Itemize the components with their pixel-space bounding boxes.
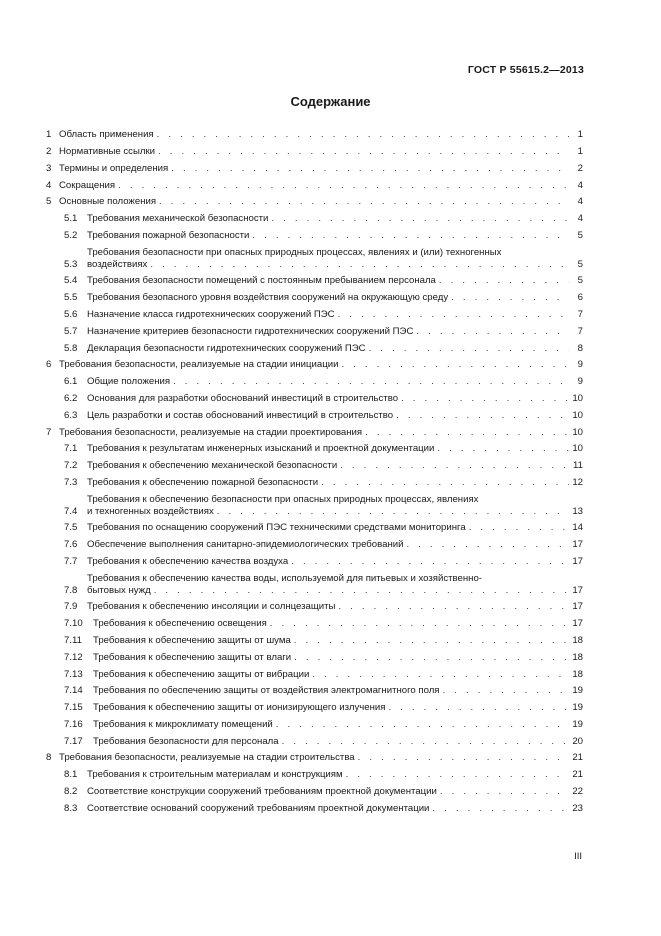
toc-entry-page: 23 — [572, 802, 583, 814]
toc-entry-title: Требования безопасности помещений с постоянным пребыванием персонала — [87, 275, 436, 287]
toc-entry-title-continued: бытовых нужд — [87, 584, 151, 596]
toc-entry-page: 19 — [572, 718, 583, 730]
toc-entry-page: 4 — [577, 196, 583, 208]
toc-entry-number: 6.2 — [64, 392, 78, 404]
toc-entry-title: Цель разработки и состав обоснований инвестиций в строительство — [87, 409, 394, 421]
toc-entry[interactable] — [46, 141, 583, 158]
toc-entry-page: 5 — [577, 258, 583, 270]
toc-entry-number: 7.14 — [64, 685, 83, 697]
toc-entry[interactable] — [46, 663, 583, 680]
toc-entry-number: 5.3 — [64, 258, 78, 270]
toc-entry[interactable] — [46, 613, 583, 630]
toc-entry-page: 1 — [577, 129, 583, 141]
toc-entry-page: 9 — [577, 376, 583, 388]
toc-entry[interactable] — [46, 630, 583, 647]
toc-entry[interactable] — [46, 242, 583, 271]
toc-entry-number: 8.2 — [64, 786, 78, 798]
dot-leader — [312, 669, 569, 681]
toc-entry-page: 19 — [572, 685, 583, 697]
toc-entry[interactable] — [46, 714, 583, 731]
toc-entry-number: 7.7 — [64, 555, 78, 567]
toc-entry-title: Требования к обеспечению пожарной безопасности — [87, 476, 319, 488]
toc-entry-title: Требования безопасности, реализуемые на стадии строительства — [59, 752, 355, 764]
toc-entry-title: Назначение класса гидротехнических сооружений ПЭС — [87, 308, 335, 320]
toc-entry[interactable] — [46, 489, 583, 518]
toc-entry-title: Требования безопасного уровня воздействия сооружений на окружающую среду — [87, 292, 449, 304]
toc-entry[interactable] — [46, 287, 583, 304]
toc-entry-page: 14 — [572, 522, 583, 534]
toc-entry[interactable] — [46, 158, 583, 175]
toc-entry[interactable] — [46, 174, 583, 191]
dot-leader — [154, 585, 569, 597]
dot-leader — [338, 601, 569, 613]
dot-leader — [416, 326, 569, 338]
toc-entry[interactable] — [46, 321, 583, 338]
toc-entry-number: 7.6 — [64, 539, 78, 551]
toc-entry-title: Требования к обеспечению инсоляции и солнцезащиты — [87, 601, 336, 613]
toc-entry-number: 7.10 — [64, 618, 83, 630]
toc-entry-number: 7.3 — [64, 476, 78, 488]
toc-entry-number: 6.1 — [64, 376, 78, 388]
toc-entry-number: 5.7 — [64, 325, 78, 337]
toc-entry-title: Требования к обеспечению качества воздуха — [87, 555, 289, 567]
dot-leader — [396, 410, 569, 422]
toc-entry[interactable] — [46, 517, 583, 534]
toc-entry-page: 4 — [577, 179, 583, 191]
toc-entry-number: 7 — [46, 426, 52, 438]
toc-entry-title: Требования безопасности, реализуемые на стадии инициации — [59, 359, 339, 371]
toc-entry-page: 17 — [572, 618, 583, 630]
toc-entry-number: 5.4 — [64, 275, 78, 287]
toc-entry-page: 10 — [572, 392, 583, 404]
toc-entry-number: 7.1 — [64, 443, 78, 455]
toc-entry-page: 19 — [572, 702, 583, 714]
toc-entry-page: 10 — [572, 409, 583, 421]
toc-entry-page: 21 — [572, 752, 583, 764]
dot-leader — [276, 719, 569, 731]
toc-entry-page: 18 — [572, 668, 583, 680]
dot-leader — [358, 752, 569, 764]
toc-entry-number: 7.13 — [64, 668, 83, 680]
toc-entry-title: Требования к результатам инженерных изысканий и проектной документации — [87, 443, 435, 455]
dot-leader — [118, 180, 569, 192]
toc-entry-number: 7.12 — [64, 651, 83, 663]
dot-leader — [469, 522, 569, 534]
dot-leader — [365, 427, 569, 439]
dot-leader — [291, 556, 569, 568]
toc-entry[interactable] — [46, 764, 583, 781]
toc-entry-page: 17 — [572, 601, 583, 613]
toc-entry-number: 5.1 — [64, 213, 78, 225]
toc-entry-title: Требования к обеспечению механической безопасности — [87, 460, 338, 472]
toc-entry[interactable] — [46, 455, 583, 472]
toc-entry[interactable] — [46, 534, 583, 551]
toc-entry[interactable] — [46, 438, 583, 455]
toc-entry-title: Требования к обеспечению безопасности при опасных природных процессах, явлениях — [87, 493, 479, 505]
toc-entry-page: 10 — [572, 443, 583, 455]
page-folio: III — [574, 851, 582, 862]
toc-entry[interactable] — [46, 371, 583, 388]
toc-entry[interactable] — [46, 354, 583, 371]
toc-entry[interactable] — [46, 568, 583, 597]
toc-entry-page: 18 — [572, 651, 583, 663]
toc-entry-title: Область применения — [59, 129, 154, 141]
toc-entry-page: 17 — [572, 555, 583, 567]
dot-leader — [294, 652, 569, 664]
toc-entry-title: Сокращения — [59, 179, 116, 191]
toc-entry-title: Назначение критериев безопасности гидротехнических сооружений ПЭС — [87, 325, 414, 337]
toc-entry-number: 5.6 — [64, 308, 78, 320]
toc-entry-title: Требования механической безопасности — [87, 213, 269, 225]
toc-entry-number: 7.17 — [64, 735, 83, 747]
standard-designation: ГОСТ Р 55615.2—2013 — [467, 64, 584, 76]
toc-entry-title: Общие положения — [87, 376, 171, 388]
toc-entry-number: 1 — [46, 129, 52, 141]
toc-entry-page: 9 — [577, 359, 583, 371]
toc-entry-number: 5.8 — [64, 342, 78, 354]
toc-entry[interactable] — [46, 421, 583, 438]
dot-leader — [294, 635, 569, 647]
dot-leader — [282, 736, 569, 748]
dot-leader — [346, 769, 569, 781]
dot-leader — [171, 163, 569, 175]
toc-entry-title: Соответствие конструкции сооружений требованиям проектной документации — [87, 786, 437, 798]
toc-entry[interactable] — [46, 191, 583, 208]
toc-entry-number: 7.15 — [64, 702, 83, 714]
toc-entry-title: Требования безопасности для персонала — [93, 735, 279, 747]
toc-entry-title: Требования по оснащению сооружений ПЭС техническими средствами мониторинга — [87, 522, 466, 534]
toc-entry-title: Требования безопасности, реализуемые на стадии проектирования — [59, 426, 363, 438]
toc-entry-number: 3 — [46, 162, 52, 174]
toc-entry-page: 7 — [577, 325, 583, 337]
toc-entry-page: 12 — [572, 476, 583, 488]
toc-entry[interactable] — [46, 304, 583, 321]
toc-entry-page: 22 — [572, 786, 583, 798]
toc-entry-title: Требования к микроклимату помещений — [93, 718, 273, 730]
dot-leader — [321, 477, 569, 489]
toc-entry-title-continued: воздействиях — [87, 258, 148, 270]
toc-entry-number: 7.16 — [64, 718, 83, 730]
dot-leader — [338, 309, 569, 321]
toc-entry[interactable] — [46, 697, 583, 714]
toc-entry-title: Требования к обеспечению качества воды, используемой для питьевых и хозяйственно- — [87, 572, 482, 584]
dot-leader — [271, 213, 569, 225]
toc-entry-title: Термины и определения — [59, 162, 169, 174]
dot-leader — [432, 803, 569, 815]
toc-entry[interactable] — [46, 337, 583, 354]
dot-leader — [369, 343, 569, 355]
toc-entry-number: 6.3 — [64, 409, 78, 421]
dot-leader — [150, 259, 569, 271]
dot-leader — [157, 129, 569, 141]
toc-entry-title: Основания для разработки обоснований инвестиций в строительство — [87, 392, 399, 404]
dot-leader — [451, 292, 569, 304]
toc-entry[interactable] — [46, 208, 583, 225]
toc-entry-title: Основные положения — [59, 196, 157, 208]
toc-entry-number: 2 — [46, 146, 52, 157]
toc-entry-page: 2 — [577, 162, 583, 174]
toc-entry-number: 5.5 — [64, 292, 78, 304]
dot-leader — [159, 196, 569, 208]
dot-leader — [252, 230, 569, 242]
toc-entry-page: 1 — [577, 146, 583, 157]
toc-entry[interactable] — [46, 270, 583, 287]
page-title: Содержание — [290, 94, 371, 109]
toc-entry-number: 8.3 — [64, 802, 78, 814]
toc-entry-number: 5.2 — [64, 229, 78, 241]
toc-entry-number: 7.5 — [64, 522, 78, 534]
toc-entry-page: 17 — [572, 539, 583, 551]
toc-entry-page: 7 — [577, 308, 583, 320]
toc-entry[interactable] — [46, 225, 583, 242]
dot-leader — [340, 460, 569, 472]
toc-entry-title: Требования безопасности при опасных природных процессах, явлениях и (или) техногенных — [87, 246, 502, 258]
dot-leader — [217, 506, 569, 518]
toc-entry-title: Требования к обеспечению освещения — [93, 618, 267, 630]
toc-entry[interactable] — [46, 551, 583, 568]
dot-leader — [388, 702, 569, 714]
toc-entry-number: 7.9 — [64, 601, 78, 613]
toc-entry[interactable] — [46, 781, 583, 798]
toc-entry[interactable] — [46, 405, 583, 422]
dot-leader — [406, 539, 569, 551]
toc-entry[interactable] — [46, 798, 583, 815]
toc-entry-page: 17 — [572, 584, 583, 596]
dot-leader — [440, 786, 569, 798]
toc-entry-number: 6 — [46, 359, 52, 371]
toc-entry-title: Требования к строительным материалам и конструкциям — [87, 769, 343, 781]
toc-entry-page: 11 — [573, 460, 583, 472]
toc-entry-page: 5 — [577, 275, 583, 287]
toc-entry-page: 20 — [572, 735, 583, 747]
dot-leader — [443, 685, 569, 697]
toc-entry-number: 4 — [46, 179, 52, 191]
toc-entry-title: Нормативные ссылки — [59, 146, 156, 157]
toc-entry-page: 21 — [572, 769, 583, 781]
dot-leader — [401, 393, 569, 405]
dot-leader — [270, 618, 569, 630]
toc-entry-page: 18 — [572, 634, 583, 646]
toc-entry-page: 8 — [577, 342, 583, 354]
dot-leader — [173, 376, 569, 388]
toc-entry-page: 10 — [572, 426, 583, 438]
toc-entry-title: Требования к обеспечению защиты от шума — [93, 634, 291, 646]
toc-entry-title-continued: и техногенных воздействиях — [87, 505, 214, 517]
dot-leader — [158, 146, 569, 158]
toc-entry-title: Требования к обеспечению защиты от вибрации — [93, 668, 310, 680]
toc-entry[interactable] — [46, 680, 583, 697]
toc-entry-title: Требования по обеспечению защиты от воздействия электромагнитного поля — [93, 685, 440, 697]
toc-entry[interactable] — [46, 388, 583, 405]
toc-entry-page: 13 — [572, 505, 583, 517]
toc-entry-title: Требования к обеспечению защиты от ионизирующего излучения — [93, 702, 386, 714]
toc-entry[interactable] — [46, 747, 583, 764]
toc-entry-page: 4 — [577, 213, 583, 225]
dot-leader — [341, 359, 569, 371]
toc-entry-page: 5 — [577, 229, 583, 241]
toc-entry[interactable] — [46, 730, 583, 747]
toc-entry-number: 8.1 — [64, 769, 78, 781]
toc-entry-title: Требования к обеспечению защиты от влаги — [93, 651, 292, 663]
toc-entry[interactable] — [46, 596, 583, 613]
table-of-contents — [46, 124, 583, 814]
dot-leader — [439, 275, 569, 287]
toc-entry-title: Соответствие оснований сооружений требованиям проектной документации — [87, 802, 430, 814]
toc-entry-number: 8 — [46, 752, 52, 764]
toc-entry-page: 6 — [577, 292, 583, 304]
toc-entry-number: 7.2 — [64, 460, 78, 472]
toc-entry-title: Требования пожарной безопасности — [87, 229, 250, 241]
toc-entry-number: 7.8 — [64, 584, 78, 596]
toc-entry[interactable] — [46, 472, 583, 489]
toc-entry-title: Обеспечение выполнения санитарно-эпидемиологических требований — [87, 539, 404, 551]
toc-entry[interactable] — [46, 647, 583, 664]
dot-leader — [437, 443, 569, 455]
toc-entry[interactable] — [46, 124, 583, 141]
toc-entry-number: 5 — [46, 196, 52, 208]
toc-entry-number: 7.11 — [64, 634, 82, 646]
toc-entry-number: 7.4 — [64, 505, 78, 517]
toc-entry-title: Декларация безопасности гидротехнических сооружений ПЭС — [87, 342, 366, 354]
